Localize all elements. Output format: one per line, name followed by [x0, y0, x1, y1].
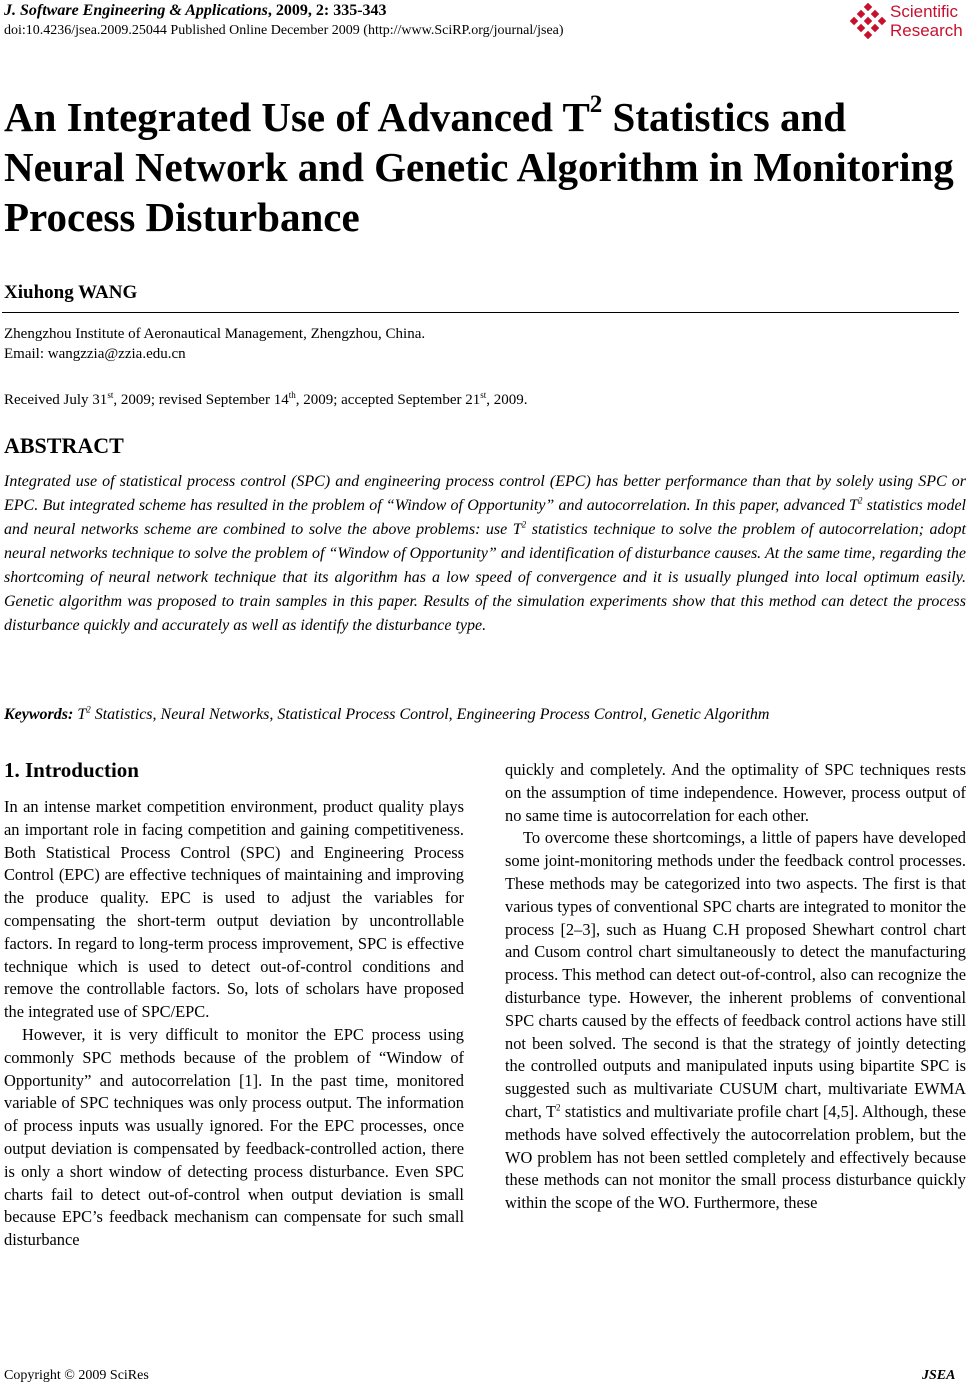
doi-line: doi:10.4236/jsea.2009.25044 Published Online December 2009 (http://www.SciRP.org/journal/jsea)	[4, 23, 564, 38]
keywords-label: Keywords	[4, 706, 68, 723]
revised-text: , 2009; revised September 14	[113, 392, 289, 408]
author-email: Email: wangzzia@zzia.edu.cn	[4, 346, 186, 362]
received-dates	[4, 385, 528, 410]
intro-paragraph-3-text-a: To overcome these shortcomings, a little of papers have developed some joint-monitoring methods under the feedback control processes. These methods may be categorized into two aspects. The first is that various types of conventional SPC charts are integrated to monitor the process [2–3], such as Huang C.H proposed Shewhart control chart and Cusom control chart simultaneously to detect the manufacturing process. This method can detect out-of-control, also can recognize the disturbance type. However, the inherent problems of conventional SPC charts caused by the effects of feedback control actions have still not been solved. The second is that the strategy of jointly detecting the controlled outputs and manipulated inputs using bipartite SPC is suggested such as multivariate CUSUM chart, multivariate EWMA chart, T	[505, 828, 966, 1121]
accepted-text: , 2009; accepted September 21	[295, 392, 481, 408]
paper-title	[4, 92, 964, 242]
received-sup: st	[107, 390, 114, 400]
abstract-body	[4, 470, 966, 638]
title-part-2: Statistics and Neural Network and Genetic Algorithm in Monitoring Process Disturbance	[4, 94, 954, 240]
received-text: Received July 31	[4, 392, 108, 408]
abstract-text-3: statistics technique to solve the problem of autocorrelation; adopt neural networks technique to solve the problem of “Window of Opportunity” and identification of disturbance causes. At the same time, regarding the shortcoming of neural network technique that its algorithm has a low speed of convergence and it is usually plunged into local optimum easily. Genetic algorithm was proposed to train samples in this paper. Results of the simulation experiments show that this method can detect the process disturbance quickly and accurately as well as identify the disturbance type.	[4, 521, 967, 634]
intro-paragraph-3-text-b: statistics and multivariate profile chart [4,5]. Although, these methods have solved effectively the autocorrelation problem, but the WO problem has not been settled completely and effectively because these methods can not monitor the small process disturbance quickly within the scope of the WO. Furthermore, these	[505, 1101, 966, 1213]
intro-paragraph-3	[505, 827, 966, 1215]
author-name: Xiuhong WANG	[4, 282, 138, 303]
keywords	[4, 704, 966, 726]
revised-sup: th	[288, 390, 296, 400]
affiliation: Zhengzhou Institute of Aeronautical Management, Zhengzhou, China.	[4, 326, 426, 342]
keywords-colon: :	[68, 706, 78, 723]
publisher-logo	[850, 0, 967, 44]
abstract-text-2: statistics model and neural networks scheme are combined to solve the above problems: use T	[4, 497, 967, 538]
abstract-sup-1: 2	[857, 495, 863, 506]
title-part-1: An Integrated Use of Advanced T	[4, 94, 590, 140]
footer-journal-abbrev: JSEA	[922, 1368, 956, 1383]
intro-paragraph-2: However, it is very difficult to monitor the EPC process using commonly SPC methods because of the problem of “Window of Opportunity” and autocorrelation [1]. In the past time, monitored variable of SPC techniques was only process output. The information of process inputs was usually ignored. For the EPC processes, once output deviation is compensated by feedback-controlled action, there is only a short window of detecting process disturbance. Even SPC charts fail to detect out-of-control when output deviation is small because EPC’s feedback mechanism can compensate for such small disturbance	[4, 1024, 464, 1250]
logo-word-research: Research	[890, 21, 963, 40]
journal-citation	[4, 2, 387, 20]
intro-paragraph-1: In an intense market competition environment, product quality plays an important role in facing competition and gaining competitiveness. Both Statistical Process Control (SPC) and Engineering Process Control (EPC) are effective techniques of maintaining and improving the produce quality. EPC is used to adjust the variables for compensating the short-term output deviation by uncontrollable factors. In regard to long-term process improvement, SPC is effective technique which is used to detect out-of-control conditions and remove the controllable factors. So, lots of scholars have proposed the integrated use of SPC/EPC.	[4, 797, 464, 1022]
title-superscript: 2	[589, 91, 603, 119]
keywords-t: T	[77, 706, 87, 723]
journal-issue: , 2009, 2: 335-343	[267, 2, 387, 19]
keywords-sup: 2	[86, 704, 91, 715]
journal-name: J. Software Engineering & Applications	[4, 2, 268, 19]
copyright-notice: Copyright © 2009 SciRes	[4, 1368, 149, 1383]
abstract-heading: ABSTRACT	[4, 433, 124, 458]
left-column	[4, 796, 464, 1252]
intro-paragraph-2-continued: quickly and completely. And the optimality of SPC techniques rests on the assumption of time independence. However, process output of no same time is autocorrelation for each other.	[505, 760, 966, 825]
scientific-research-logo-icon	[850, 3, 886, 39]
keywords-list: Statistics, Neural Networks, Statistical Process Control, Engineering Process Control, Genetic Algorithm	[90, 706, 770, 723]
logo-word-scientific: Scientific	[890, 2, 959, 21]
section-heading-introduction: 1. Introduction	[4, 758, 139, 782]
header-rule	[2, 312, 959, 313]
intro-paragraph-3-sup: 2	[556, 1102, 561, 1113]
received-end: , 2009.	[486, 392, 528, 408]
right-column	[505, 759, 966, 1215]
abstract-sup-2: 2	[521, 519, 527, 530]
abstract-text-1: Integrated use of statistical process control (SPC) and engineering process control (EPC) has better performance than that by solely using SPC or EPC. But integrated scheme has resulted in the problem of “Window of Opportunity” and autocorrelation. In this paper, advanced T	[4, 473, 966, 514]
accepted-sup: st	[480, 390, 487, 400]
